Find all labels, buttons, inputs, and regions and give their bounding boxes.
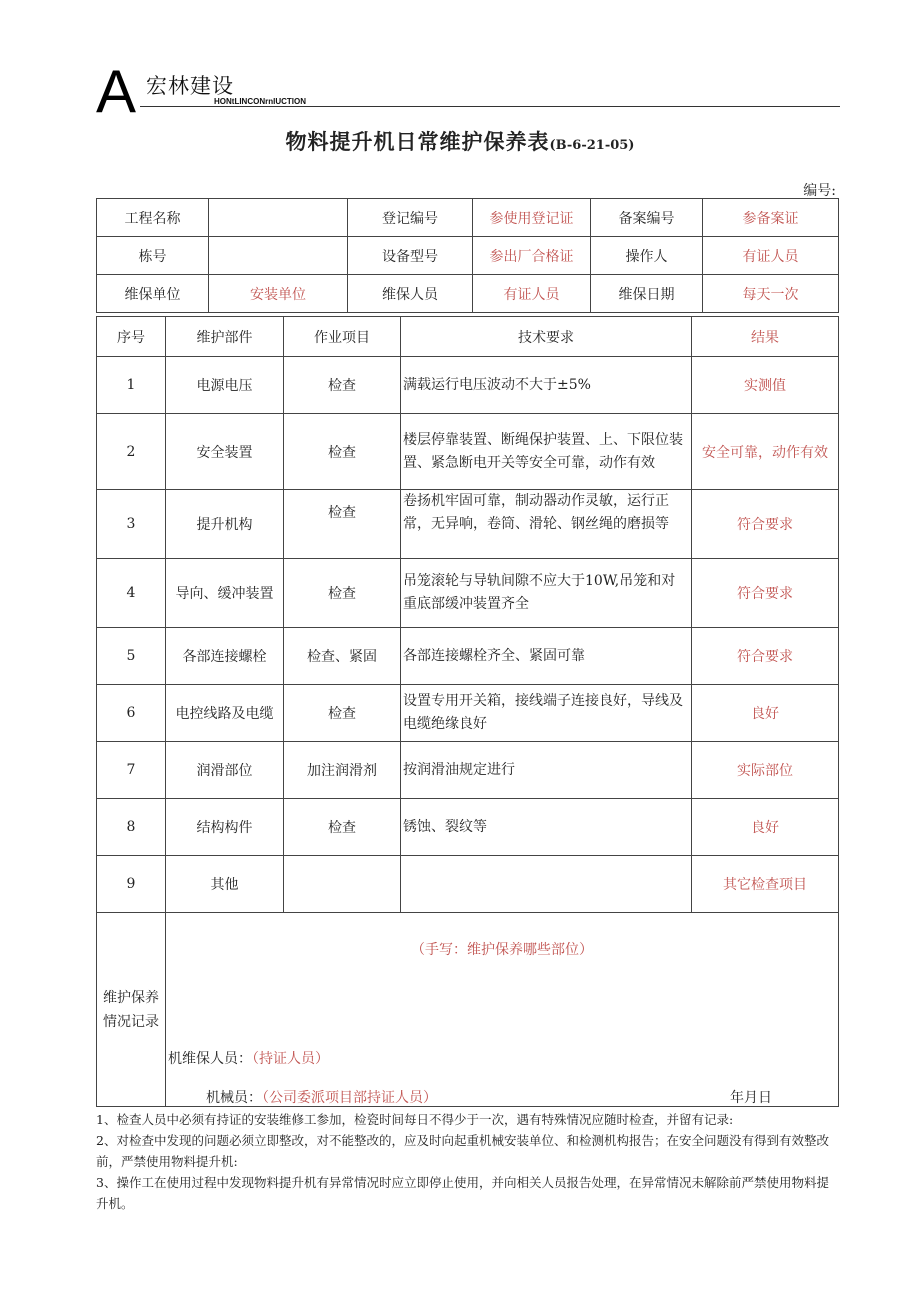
row-result[interactable]: 实测值 <box>692 357 839 414</box>
project-name-value[interactable] <box>209 199 348 237</box>
row-result[interactable]: 安全可靠，动作有效 <box>692 414 839 490</box>
model-value[interactable]: 参出厂合格证 <box>473 237 591 275</box>
row-req: 按润滑油规定进行 <box>401 742 692 799</box>
title-code: (B-6-21-05) <box>549 138 635 153</box>
row-task: 检查 <box>284 490 401 559</box>
row-req: 卷扬机牢固可靠，制动器动作灵敏，运行正常，无异响，卷筒、滑轮、钢丝绳的磨损等 <box>401 490 692 559</box>
title-main: 物料提升机日常维护保养表 <box>285 129 550 154</box>
mechanic-line <box>206 1087 437 1107</box>
table-row <box>97 357 839 414</box>
note-item: 2、对检查中发现的问题必须立即整改，对不能整改的，应及时向起重机械安装单位、和检测机构报告；在安全问题没有得到有效整改前，严禁使用物料提升机: <box>96 1133 829 1169</box>
row-result[interactable]: 符合要求 <box>692 628 839 685</box>
row-no: 1 <box>97 357 166 414</box>
col-header-req: 技术要求 <box>401 317 692 357</box>
record-row <box>97 913 839 1107</box>
info-row <box>97 237 839 275</box>
row-no: 3 <box>97 490 166 559</box>
info-row <box>97 199 839 237</box>
row-part: 其他 <box>166 856 284 913</box>
table-header-row <box>97 317 839 357</box>
row-no: 2 <box>97 414 166 490</box>
row-req: 各部连接螺栓齐全、紧固可靠 <box>401 628 692 685</box>
table-row <box>97 414 839 490</box>
row-result[interactable]: 实际部位 <box>692 742 839 799</box>
date-label: 年月日 <box>730 1090 772 1106</box>
row-part: 结构构件 <box>166 799 284 856</box>
record-label: 维护保养情况记录 <box>97 913 166 1107</box>
mechanic-label: 机械员： <box>206 1090 262 1106</box>
row-part: 各部连接螺栓 <box>166 628 284 685</box>
row-req: 锈蚀、裂纹等 <box>401 799 692 856</box>
row-task: 检查 <box>284 685 401 742</box>
row-part: 导向、缓冲装置 <box>166 559 284 628</box>
table-row <box>97 742 839 799</box>
table-row <box>97 490 839 559</box>
row-result[interactable]: 良好 <box>692 799 839 856</box>
reg-no-value[interactable]: 参使用登记证 <box>473 199 591 237</box>
maint-person-line <box>168 1048 329 1068</box>
row-result[interactable]: 符合要求 <box>692 559 839 628</box>
col-header-task: 作业项目 <box>284 317 401 357</box>
row-part: 润滑部位 <box>166 742 284 799</box>
operator-label: 操作人 <box>591 237 703 275</box>
note-item: 1、检查人员中必须有持证的安装维修工参加，检瓷时间每日不得少于一次，遇有特殊情况应随时检查，并留有记录: <box>96 1112 734 1127</box>
items-table <box>96 316 839 1107</box>
row-task: 检查 <box>284 559 401 628</box>
row-no: 6 <box>97 685 166 742</box>
row-task[interactable] <box>284 856 401 913</box>
maint-person-label: 维保人员 <box>348 275 473 313</box>
logo-letter: A <box>96 58 137 125</box>
row-part: 电源电压 <box>166 357 284 414</box>
filing-no-value[interactable]: 参备案证 <box>703 199 839 237</box>
maint-date-value[interactable]: 每天一次 <box>703 275 839 313</box>
row-task: 检查 <box>284 414 401 490</box>
maint-person-sign-value: （持证人员） <box>252 1051 329 1067</box>
table-row <box>97 799 839 856</box>
row-result[interactable]: 其它检查项目 <box>692 856 839 913</box>
building-label: 栋号 <box>97 237 209 275</box>
row-task: 检查 <box>284 357 401 414</box>
row-req: 满载运行电压波动不大于±5% <box>401 357 692 414</box>
filing-no-label: 备案编号 <box>591 199 703 237</box>
row-task: 检查、紧固 <box>284 628 401 685</box>
info-table <box>96 198 839 313</box>
row-no: 7 <box>97 742 166 799</box>
record-cell[interactable] <box>166 913 839 1107</box>
table-row <box>97 628 839 685</box>
row-result[interactable]: 良好 <box>692 685 839 742</box>
col-header-no: 序号 <box>97 317 166 357</box>
handwrite-note: （手写：维护保养哪些部位） <box>411 942 593 958</box>
company-name-en: HONtLINCONrnIUCTION <box>214 97 306 106</box>
serial-number-label: 编号: <box>803 183 836 199</box>
table-row <box>97 685 839 742</box>
col-header-result: 结果 <box>692 317 839 357</box>
maint-date-label: 维保日期 <box>591 275 703 313</box>
operator-value[interactable]: 有证人员 <box>703 237 839 275</box>
row-part: 提升机构 <box>166 490 284 559</box>
row-task: 检查 <box>284 799 401 856</box>
table-row <box>97 559 839 628</box>
company-name: 宏林建设 <box>146 74 234 98</box>
row-no: 5 <box>97 628 166 685</box>
row-part: 安全装置 <box>166 414 284 490</box>
row-result[interactable]: 符合要求 <box>692 490 839 559</box>
model-label: 设备型号 <box>348 237 473 275</box>
building-value[interactable] <box>209 237 348 275</box>
row-req: 设置专用开关箱，接线端子连接良好，导线及电缆绝缘良好 <box>401 685 692 742</box>
row-req: 楼层停靠装置、断绳保护装置、上、下限位装置、紧急断电开关等安全可靠，动作有效 <box>401 414 692 490</box>
mechanic-value: （公司委派项目部持证人员） <box>262 1090 437 1106</box>
maint-person-sign-label: 机维保人员： <box>168 1051 252 1067</box>
row-req[interactable] <box>401 856 692 913</box>
page-title <box>0 126 920 156</box>
row-no: 8 <box>97 799 166 856</box>
maint-unit-value[interactable]: 安装单位 <box>209 275 348 313</box>
note-item: 3、操作工在使用过程中发现物料提升机有异常情况时应立即停止使用，并向相关人员报告处理，在异常情况未解除前严禁使用物料提升机。 <box>96 1175 829 1211</box>
maint-person-value[interactable]: 有证人员 <box>473 275 591 313</box>
notes <box>96 1109 838 1214</box>
row-part: 电控线路及电缆 <box>166 685 284 742</box>
row-no: 9 <box>97 856 166 913</box>
row-req: 吊笼滚轮与导轨间隙不应大于10W,吊笼和对重底部缓冲装置齐全 <box>401 559 692 628</box>
table-row <box>97 856 839 913</box>
maint-unit-label: 维保单位 <box>97 275 209 313</box>
col-header-part: 维护部件 <box>166 317 284 357</box>
reg-no-label: 登记编号 <box>348 199 473 237</box>
info-row <box>97 275 839 313</box>
row-no: 4 <box>97 559 166 628</box>
header-divider <box>140 106 840 107</box>
project-name-label: 工程名称 <box>97 199 209 237</box>
row-task: 加注润滑剂 <box>284 742 401 799</box>
